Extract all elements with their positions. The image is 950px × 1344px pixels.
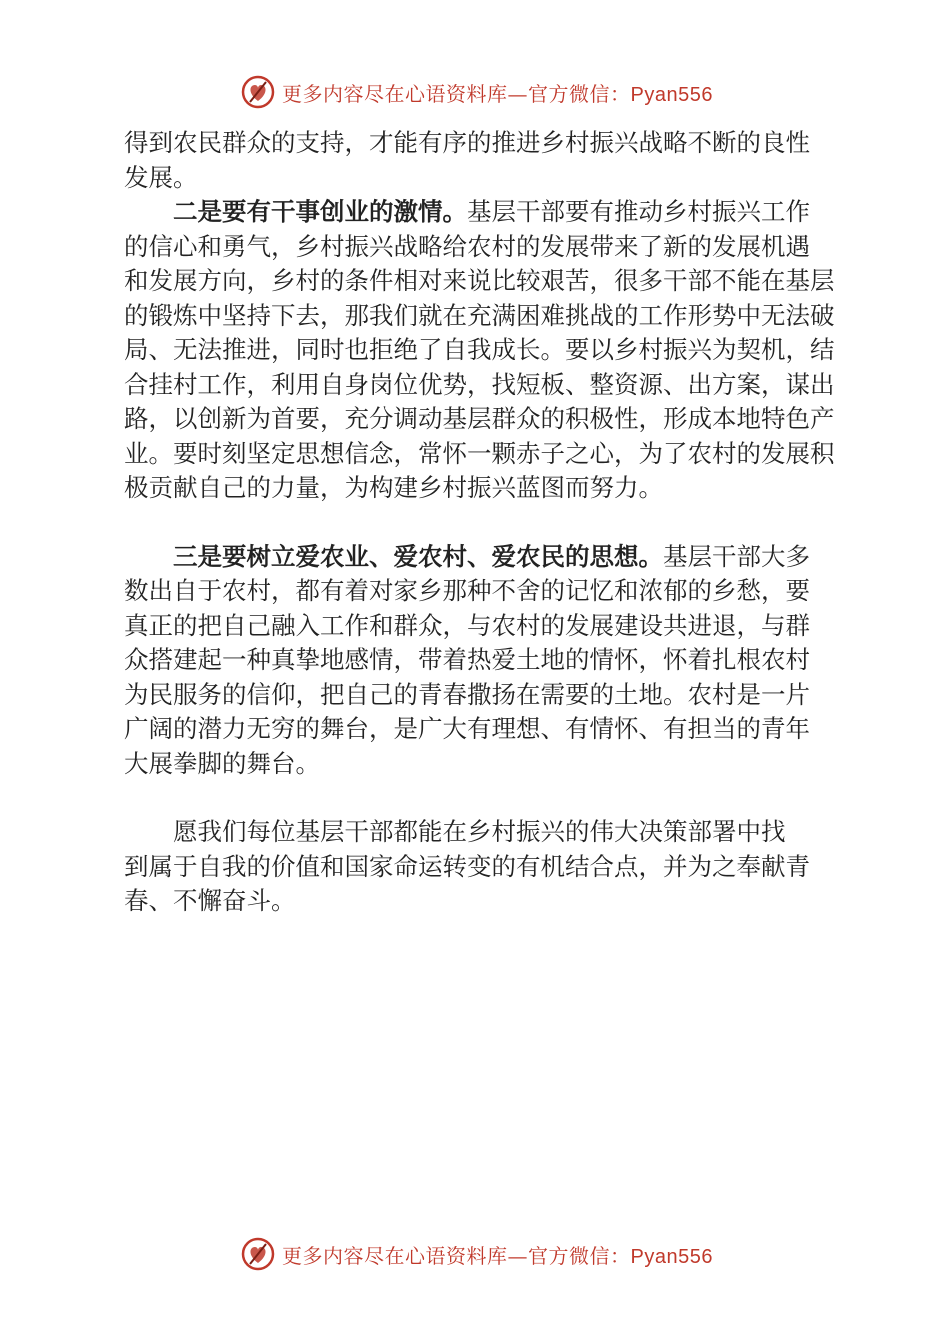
text-line: 极贡献自己的力量，为构建乡村振兴蓝图而努力。 [124,473,663,502]
text-line: 数出自于农村，都有着对家乡那种不舍的记忆和浓郁的乡愁，要 [124,576,810,605]
header-banner [0,70,950,114]
text-line: 得到农民群众的支持，才能有序的推进乡村振兴战略不断的良性 [124,128,810,157]
text-line: 到属于自我的价值和国家命运转变的有机结合点，并为之奉献青 [124,851,810,881]
paragraph-enthusiasm [124,195,835,506]
paragraph-love-farming [124,540,830,782]
paragraph-heading: 三是要树立爱农业、爱农村、爱农民的思想。 [173,541,663,571]
text-line: 三是要树立爱农业、爱农村、爱农民的思想。基层干部大多 [173,541,810,571]
text-line: 二是要有干事创业的激情。基层干部要有推动乡村振兴工作 [173,197,810,226]
text-line: 真正的把自己融入工作和群众，与农村的发展建设共进退，与群 [124,610,810,640]
banner-wechat-id: Pyan556 [630,84,713,106]
text-line: 为民服务的信仰，把自己的青春撒扬在需要的土地。农村是一片 [124,679,810,709]
paragraph-gap [124,781,830,815]
text-line: 合挂村工作，利用自身岗位优势，找短板、整资源、出方案，谋出 [124,369,835,399]
text-line: 众搭建起一种真挚地感情，带着热爱土地的情怀，怀着扎根农村 [124,645,810,674]
heart-leaf-logo-icon [240,74,276,110]
paragraph-closing [124,815,830,919]
text-line: 发展。 [124,162,198,192]
banner-wechat-id: Pyan556 [630,1246,713,1268]
text-line: 愿我们每位基层干部都能在乡村振兴的伟大决策部署中找 [173,817,786,846]
paragraph-heading: 二是要有干事创业的激情。 [173,197,467,226]
text-line: 和发展方向，乡村的条件相对来说比较艰苦，很多干部不能在基层 [124,266,835,295]
text-line: 大展拳脚的舞台。 [124,748,320,778]
text-line: 广阔的潜力无穷的舞台，是广大有理想、有情怀、有担当的青年 [124,714,810,743]
text-line: 局、无法推进，同时也拒绝了自我成长。要以乡村振兴为契机，结 [124,335,835,364]
paragraph-continuation [124,126,830,195]
document-body [124,126,835,919]
text-line: 的信心和勇气，乡村振兴战略给农村的发展带来了新的发展机遇 [124,231,810,261]
paragraph-gap [124,506,830,540]
banner-text: 更多内容尽在心语资料库—官方微信：Pyan556 [282,1244,713,1268]
heart-leaf-logo-icon [240,1236,276,1272]
footer-banner [0,1232,950,1276]
banner-text: 更多内容尽在心语资料库—官方微信：Pyan556 [282,82,713,106]
text-line: 业。要时刻坚定思想信念，常怀一颗赤子之心，为了农村的发展积 [124,438,835,468]
text-line: 路，以创新为首要，充分调动基层群众的积极性，形成本地特色产 [124,404,835,433]
text-line: 春、不懈奋斗。 [124,886,296,915]
text-line: 的锻炼中坚持下去，那我们就在充满困难挑战的工作形势中无法破 [124,300,835,330]
